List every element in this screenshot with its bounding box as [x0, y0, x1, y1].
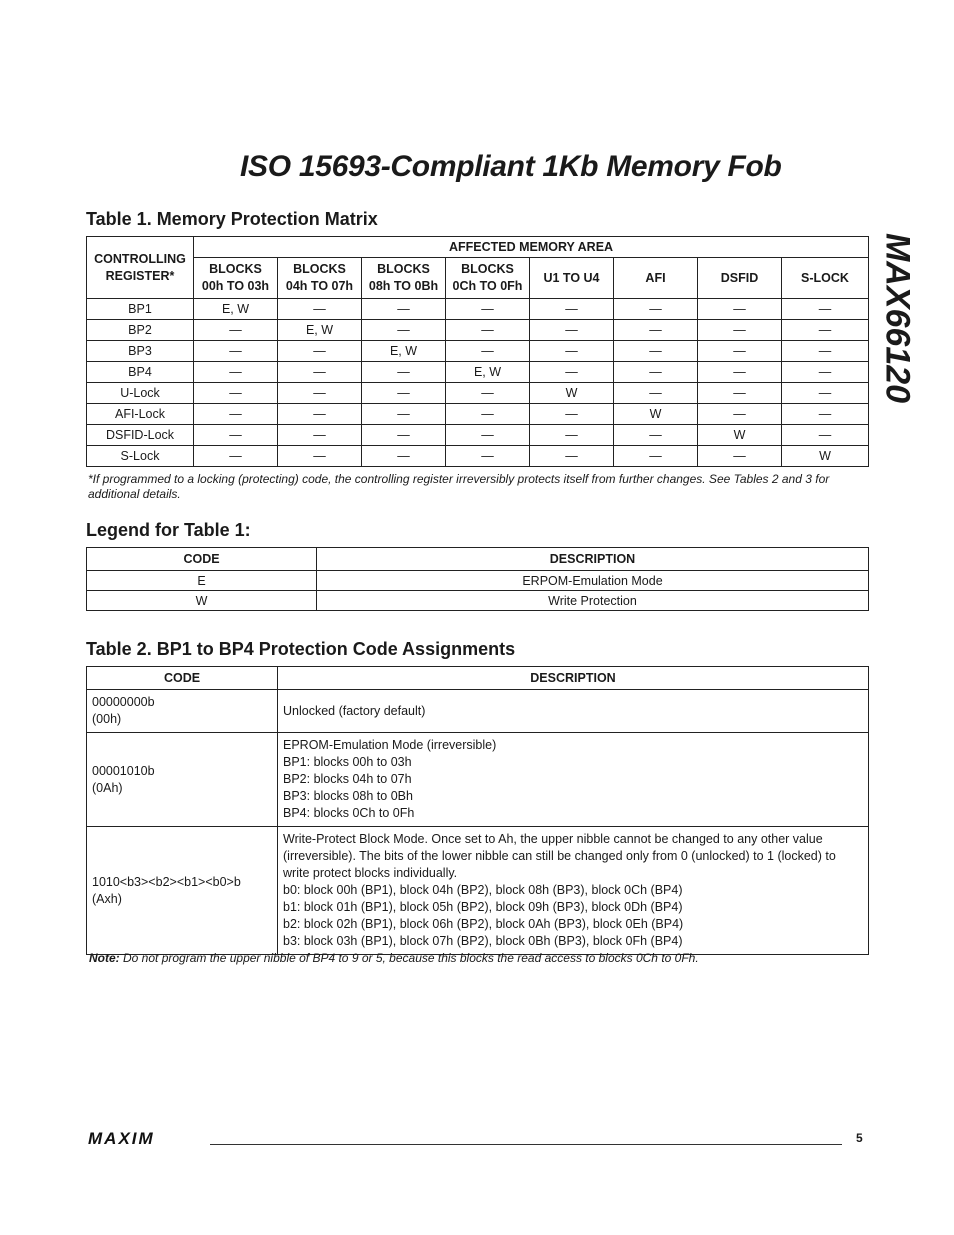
protection-cell: — — [278, 425, 362, 446]
protection-cell: — — [278, 404, 362, 425]
document-title: ISO 15693-Compliant 1Kb Memory Fob — [240, 150, 782, 183]
protection-cell: — — [194, 383, 278, 404]
protection-cell: — — [614, 362, 698, 383]
protection-cell: E, W — [362, 341, 446, 362]
protection-cell: — — [362, 383, 446, 404]
code-cell: 00000000b (00h) — [87, 690, 278, 733]
controlling-register-header: CONTROLLING REGISTER* — [87, 237, 194, 299]
protection-cell: — — [362, 425, 446, 446]
protection-cell: — — [530, 404, 614, 425]
table-row — [87, 404, 869, 425]
protection-cell: — — [446, 299, 530, 320]
protection-cell: — — [194, 425, 278, 446]
code-cell: 1010<b3><b2><b1><b0>b (Axh) — [87, 827, 278, 955]
protection-cell: — — [362, 299, 446, 320]
code-cell: 00001010b (0Ah) — [87, 733, 278, 827]
column-header: DSFID — [698, 258, 782, 299]
description-cell: Unlocked (factory default) — [278, 690, 869, 733]
protection-cell: — — [194, 404, 278, 425]
table2-note: Note: Do not program the upper nibble of BP4 to 9 or 5, because this blocks the read access to blocks 0Ch to 0Fh. — [89, 951, 699, 965]
protection-cell: — — [698, 446, 782, 467]
legend-title: Legend for Table 1: — [86, 520, 251, 540]
protection-cell: — — [362, 320, 446, 341]
table-row — [87, 733, 869, 827]
description-cell: EPROM-Emulation Mode (irreversible) BP1: blocks 00h to 03h BP2: blocks 04h to 07h BP3: blocks 08h to 0Bh BP4: blocks 0Ch to 0Fh — [278, 733, 869, 827]
legend-code-cell: E — [87, 571, 317, 591]
protection-cell: — — [530, 362, 614, 383]
protection-cell: — — [194, 320, 278, 341]
protection-cell: — — [614, 383, 698, 404]
protection-code-assignments — [86, 666, 869, 955]
legend-description-cell: ERPOM-Emulation Mode — [317, 571, 869, 591]
protection-cell: — — [698, 383, 782, 404]
protection-cell: E, W — [194, 299, 278, 320]
table-row — [87, 383, 869, 404]
protection-cell: — — [530, 446, 614, 467]
protection-cell: — — [614, 446, 698, 467]
table-row — [87, 341, 869, 362]
protection-cell: — — [530, 341, 614, 362]
protection-cell: — — [614, 425, 698, 446]
protection-cell: — — [698, 320, 782, 341]
protection-cell: — — [278, 362, 362, 383]
column-header: BLOCKS 08h TO 0Bh — [362, 258, 446, 299]
protection-cell: — — [782, 362, 869, 383]
protection-cell: — — [782, 383, 869, 404]
column-header: BLOCKS 0Ch TO 0Fh — [446, 258, 530, 299]
protection-cell: — — [530, 320, 614, 341]
legend-description-cell: Write Protection — [317, 591, 869, 611]
table-row — [87, 591, 869, 611]
register-name-cell: DSFID-Lock — [87, 425, 194, 446]
protection-cell: E, W — [278, 320, 362, 341]
affected-memory-area-header: AFFECTED MEMORY AREA — [194, 237, 869, 258]
protection-cell: — — [278, 446, 362, 467]
register-name-cell: BP1 — [87, 299, 194, 320]
table-row — [87, 827, 869, 955]
column-header: U1 TO U4 — [530, 258, 614, 299]
protection-cell: — — [362, 362, 446, 383]
protection-cell: — — [782, 299, 869, 320]
page-number: 5 — [856, 1131, 863, 1145]
register-name-cell: S-Lock — [87, 446, 194, 467]
table2-title: Table 2. BP1 to BP4 Protection Code Assignments — [86, 639, 516, 659]
legend-code-header: CODE — [87, 548, 317, 571]
protection-cell: — — [362, 446, 446, 467]
register-name-cell: U-Lock — [87, 383, 194, 404]
protection-cell: — — [446, 320, 530, 341]
protection-cell: — — [194, 362, 278, 383]
table2-description-header: DESCRIPTION — [278, 667, 869, 690]
protection-cell: — — [698, 341, 782, 362]
protection-cell: — — [782, 404, 869, 425]
column-header: BLOCKS 00h TO 03h — [194, 258, 278, 299]
footer-rule — [210, 1144, 842, 1145]
protection-cell: — — [446, 341, 530, 362]
protection-cell: — — [194, 341, 278, 362]
legend-code-cell: W — [87, 591, 317, 611]
table-row — [87, 690, 869, 733]
table-row — [87, 362, 869, 383]
register-name-cell: BP4 — [87, 362, 194, 383]
legend-description-header: DESCRIPTION — [317, 548, 869, 571]
protection-cell: — — [698, 362, 782, 383]
protection-cell: W — [782, 446, 869, 467]
part-number: MAX66120 — [878, 232, 917, 404]
table-row — [87, 425, 869, 446]
table2-code-header: CODE — [87, 667, 278, 690]
protection-cell: — — [530, 425, 614, 446]
register-name-cell: AFI-Lock — [87, 404, 194, 425]
memory-protection-matrix — [86, 236, 869, 467]
protection-cell: — — [278, 383, 362, 404]
protection-cell: — — [446, 383, 530, 404]
protection-cell: — — [782, 320, 869, 341]
table-row — [87, 320, 869, 341]
protection-cell: — — [782, 341, 869, 362]
table1-footnote: *If programmed to a locking (protecting) code, the controlling register irreversibly protects itself from further changes. See Tables 2 and 3 for additional details. — [88, 472, 830, 501]
table-row — [87, 571, 869, 591]
legend-table — [86, 547, 869, 611]
protection-cell: E, W — [446, 362, 530, 383]
protection-cell: — — [446, 446, 530, 467]
table-row — [87, 299, 869, 320]
table-row — [87, 446, 869, 467]
description-cell: Write-Protect Block Mode. Once set to Ah, the upper nibble cannot be changed to any other value (irreversible). The bits of the lower nibble can still be changed only from 0 (unlocked) to 1 (locked) to write protect blocks individually. b0: block 00h (BP1), block 04h (BP2), block 08h (BP3), block 0Ch (BP4) b1: block 01h (BP1), block 05h (BP2), block 09h (BP3), block 0Dh (BP4) b2: block 02h (BP1), block 06h (BP2), block 0Ah (BP3), block 0Eh (BP4) b3: block 03h (BP1), block 07h (BP2), block 0Bh (BP3), block 0Fh (BP4) — [278, 827, 869, 955]
protection-cell: — — [698, 404, 782, 425]
protection-cell: — — [614, 320, 698, 341]
maxim-logo — [88, 1130, 200, 1146]
protection-cell: W — [698, 425, 782, 446]
protection-cell: — — [194, 446, 278, 467]
protection-cell: — — [614, 299, 698, 320]
protection-cell: — — [530, 299, 614, 320]
protection-cell: W — [530, 383, 614, 404]
protection-cell: W — [614, 404, 698, 425]
column-header: AFI — [614, 258, 698, 299]
register-name-cell: BP3 — [87, 341, 194, 362]
protection-cell: — — [446, 404, 530, 425]
column-header: S-LOCK — [782, 258, 869, 299]
part-number-sidebar — [857, 218, 937, 418]
protection-cell: — — [278, 341, 362, 362]
register-name-cell: BP2 — [87, 320, 194, 341]
protection-cell: — — [614, 341, 698, 362]
svg-text:MAXIM: MAXIM — [88, 1130, 155, 1146]
column-header: BLOCKS 04h TO 07h — [278, 258, 362, 299]
table1-title: Table 1. Memory Protection Matrix — [86, 209, 378, 229]
protection-cell: — — [446, 425, 530, 446]
protection-cell: — — [362, 404, 446, 425]
protection-cell: — — [782, 425, 869, 446]
protection-cell: — — [698, 299, 782, 320]
protection-cell: — — [278, 299, 362, 320]
